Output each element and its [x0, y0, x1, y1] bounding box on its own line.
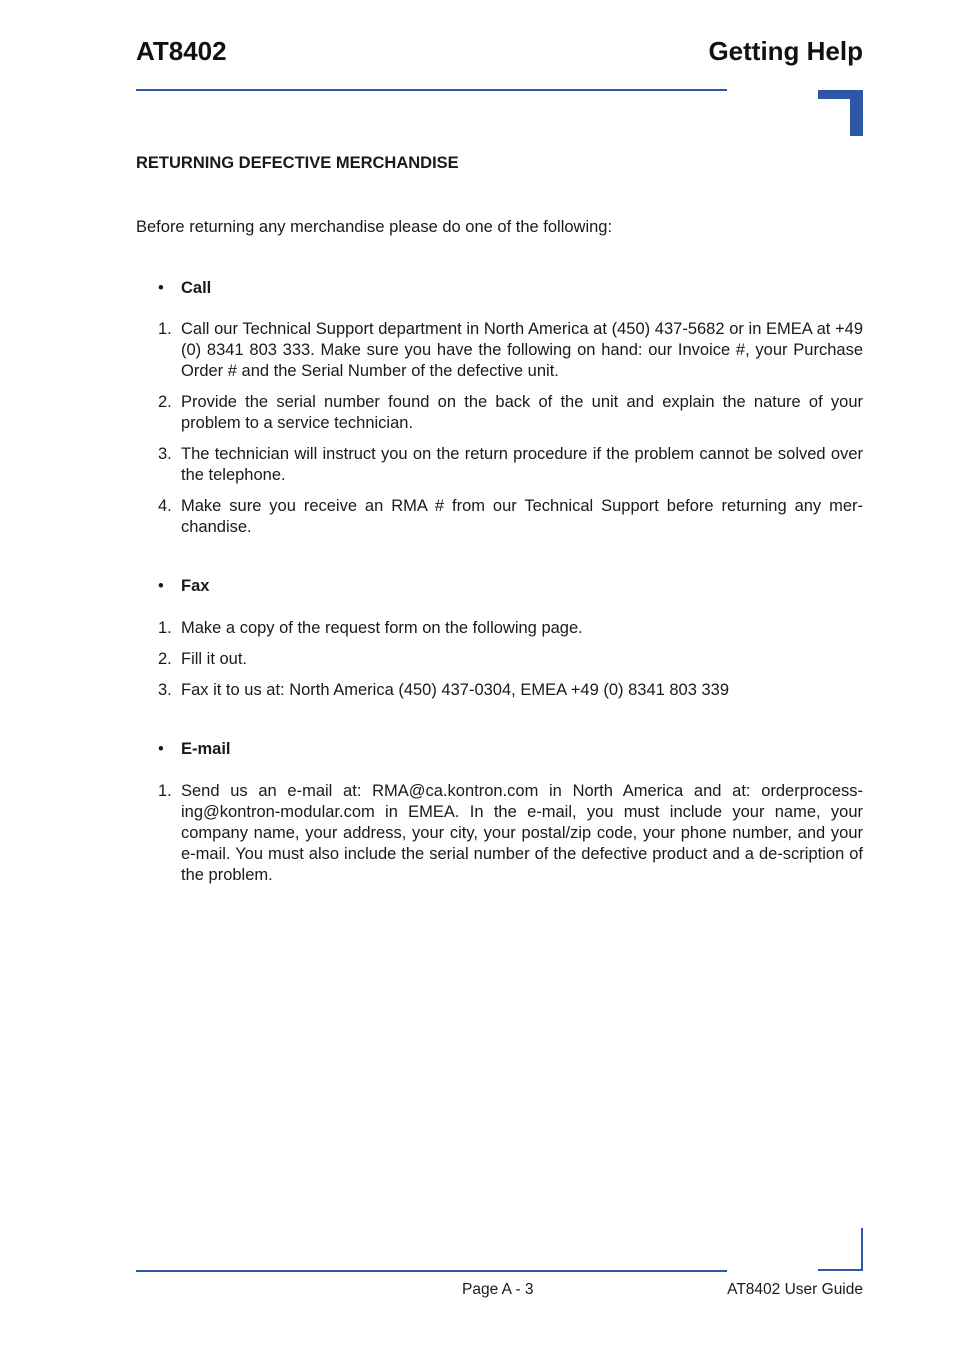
- header-product-title: AT8402: [136, 36, 227, 66]
- list-number: 1.: [158, 782, 172, 800]
- list-item: [136, 680, 863, 701]
- bullet-label: Call: [181, 279, 212, 297]
- bullet-dot: •: [158, 740, 164, 758]
- list-number: 1.: [158, 320, 172, 338]
- list-text: Make sure you receive an RMA # from our Technical Support before returning any mer-chandise.: [181, 497, 863, 536]
- header-rule: [136, 89, 727, 91]
- call-steps-list: [136, 319, 863, 548]
- footer-rule: [136, 1270, 727, 1272]
- header-chapter-title: Getting Help: [708, 36, 863, 66]
- footer-corner-mark: [818, 1269, 863, 1271]
- list-item: [136, 392, 863, 434]
- fax-steps-list: [136, 618, 863, 711]
- list-item: [136, 496, 863, 538]
- list-item: [136, 781, 863, 886]
- list-number: 4.: [158, 497, 172, 515]
- footer-corner-mark-vertical: [861, 1228, 863, 1271]
- intro-paragraph: Before returning any merchandise please do one of the following:: [136, 218, 613, 236]
- list-number: 3.: [158, 445, 172, 463]
- bullet-label: E-mail: [181, 740, 231, 758]
- list-number: 1.: [158, 619, 172, 637]
- list-text: Provide the serial number found on the back of the unit and explain the nature of your problem to a service technician.: [181, 393, 863, 432]
- list-number: 2.: [158, 650, 172, 668]
- email-steps-list: [136, 781, 863, 896]
- footer-guide-title: AT8402 User Guide: [727, 1281, 863, 1298]
- list-text: Fill it out.: [181, 650, 248, 668]
- list-number: 2.: [158, 393, 172, 411]
- list-text: Send us an e-mail at: RMA@ca.kontron.com in North America and at: orderprocess-ing@kontron-modular.com in EMEA. In the e-mail, you must include your name, your company name, your address, your city, your postal/zip code, your phone number, and your e-mail. You must also include the serial number of the defective product and a de-scription of the problem.: [181, 782, 863, 884]
- list-text: The technician will instruct you on the return procedure if the problem cannot be solved over the telephone.: [181, 445, 863, 484]
- list-item: [136, 618, 863, 639]
- bullet-dot: •: [158, 279, 164, 297]
- list-item: [136, 444, 863, 486]
- bullet-dot: •: [158, 577, 164, 595]
- list-text: Call our Technical Support department in North America at (450) 437-5682 or in EMEA at +49 (0) 8341 803 333. Make sure you have the following on hand: our Invoice #, your Purchase Order # and the Serial Number of the defective unit.: [181, 320, 863, 380]
- header-corner-mark-vertical: [850, 90, 863, 136]
- list-text: Fax it to us at: North America (450) 437-0304, EMEA +49 (0) 8341 803 339: [181, 681, 730, 699]
- list-item: [136, 319, 863, 382]
- bullet-label: Fax: [181, 577, 210, 595]
- list-number: 3.: [158, 681, 172, 699]
- footer-page-number: Page A - 3: [462, 1281, 534, 1298]
- list-text: Make a copy of the request form on the following page.: [181, 619, 583, 637]
- section-title: RETURNING DEFECTIVE MERCHANDISE: [136, 154, 459, 172]
- list-item: [136, 649, 863, 670]
